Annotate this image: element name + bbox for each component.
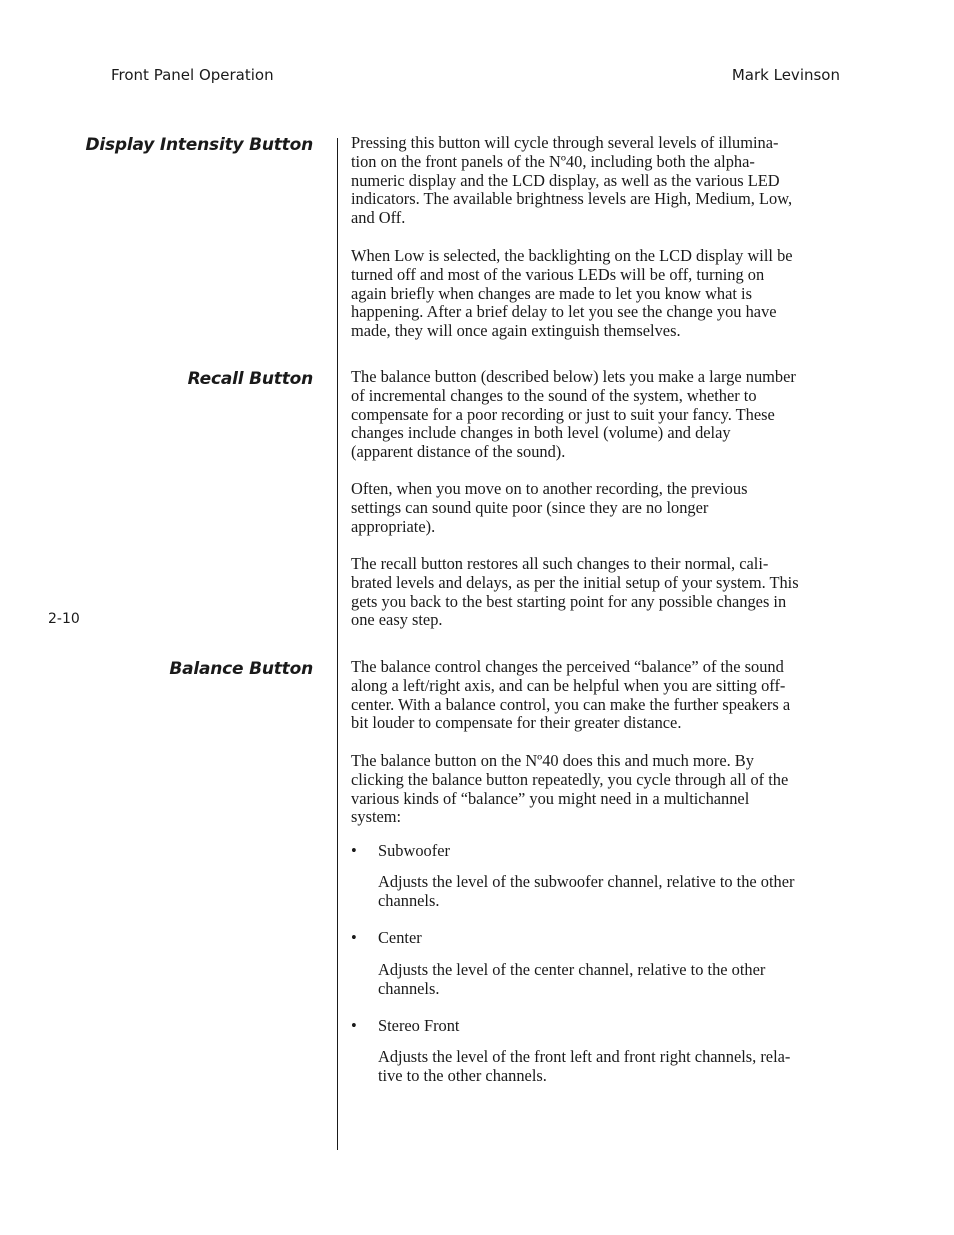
paragraph-display-intensity-2: When Low is selected, the backlighting on the LCD display will be turned off and most of the various LEDs will be off, turning on again briefly when changes are made to let you know what is happening. After a brief delay to let you see the change you have made, they will once again extinguish themselves. xyxy=(351,246,793,341)
vertical-rule xyxy=(337,138,338,1150)
paragraph-recall-2: Often, when you move on to another recording, the previous settings can sound quite poor (since they are no longer appropriate). xyxy=(351,479,748,536)
paragraph-balance-2: The balance button on the Nº40 does this and much more. By clicking the balance button repeatedly, you cycle through all of the various kinds of “balance” you might need in a multichannel system: xyxy=(351,751,789,827)
list-item-label: Stereo Front xyxy=(378,1016,460,1035)
list-item-label: Subwoofer xyxy=(378,841,450,860)
page-number: 2-10 xyxy=(48,611,80,627)
list-item-label: Center xyxy=(378,928,422,947)
list-item-description: Adjusts the level of the front left and front right channels, rela- tive to the other channels. xyxy=(378,1047,791,1085)
running-header-right: Mark Levinson xyxy=(731,66,840,84)
heading-recall: Recall Button xyxy=(187,369,313,389)
bullet-marker: • xyxy=(351,928,357,947)
paragraph-balance-1: The balance control changes the perceived “balance” of the sound along a left/right axis, and can be helpful when you are sitting off- center. With a balance control, you can make the further speakers a bit louder to compensate for their greater distance. xyxy=(351,657,791,733)
paragraph-recall-3: The recall button restores all such changes to their normal, cali- brated levels and delays, as per the initial setup of your system. This gets you back to the best starting point for any possible changes in one easy step. xyxy=(351,554,799,630)
paragraph-recall-1: The balance button (described below) lets you make a large number of incremental changes to the sound of the system, whether to compensate for a poor recording or just to suit your fancy. These changes include changes in both level (volume) and delay (apparent distance of the sound). xyxy=(351,367,796,462)
list-item-description: Adjusts the level of the center channel, relative to the other channels. xyxy=(378,960,766,998)
bullet-marker: • xyxy=(351,1016,357,1035)
list-item-description: Adjusts the level of the subwoofer channel, relative to the other channels. xyxy=(378,872,795,910)
running-header-left: Front Panel Operation xyxy=(111,66,274,84)
bullet-marker: • xyxy=(351,841,357,860)
heading-display-intensity: Display Intensity Button xyxy=(85,135,313,155)
heading-balance: Balance Button xyxy=(169,659,313,679)
paragraph-display-intensity-1: Pressing this button will cycle through several levels of illumina- tion on the front panels of the Nº40, including both the alpha- numeric display and the LCD display, as well as the various LED indicators. The available brightness levels are High, Medium, Low, and Off. xyxy=(351,133,793,228)
